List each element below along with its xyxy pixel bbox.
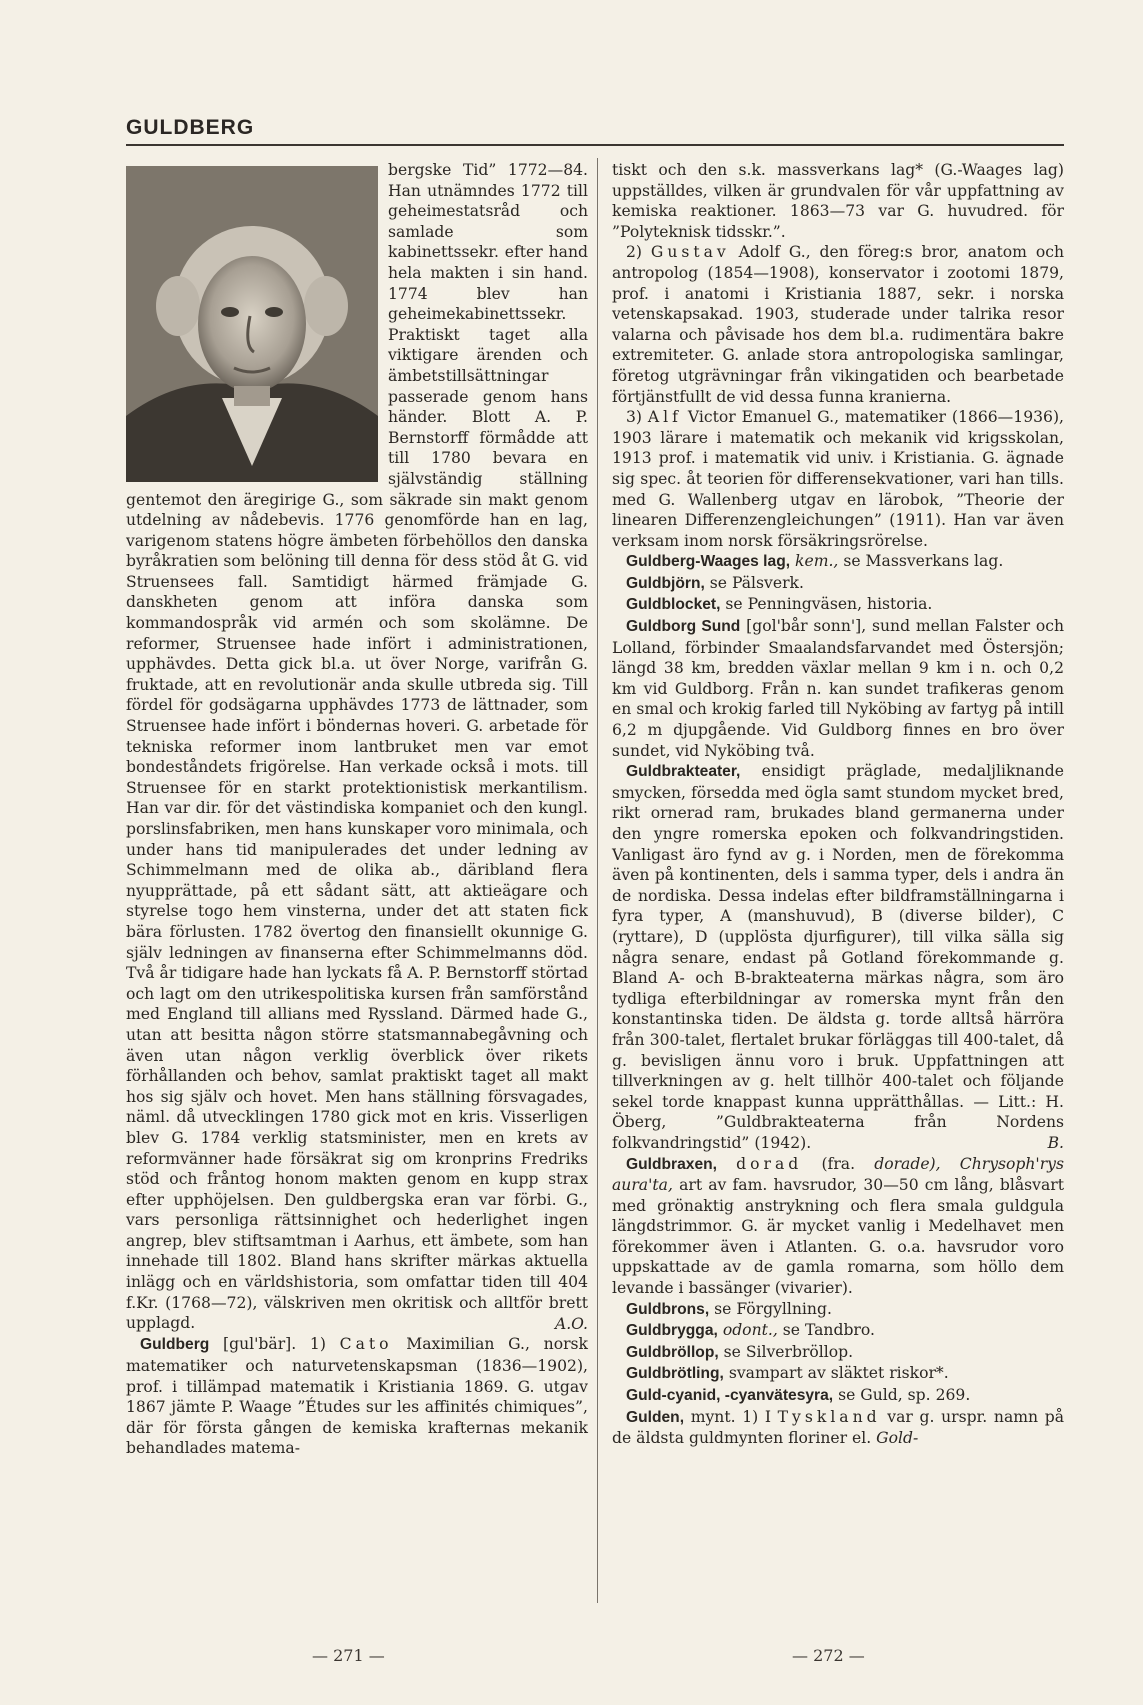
headword: Guldbrons,	[626, 1300, 710, 1318]
entry-text: se Tandbro.	[777, 1321, 875, 1340]
entry-text: [gul'bär]. 1)	[209, 1335, 340, 1354]
page-number-right: — 272 —	[792, 1646, 865, 1665]
entry-text: [gol'bår sonn'], sund mellan Falster och Lolland, förbinder Smaalandsfarvandet med Östersjön; längd 38 km, bredden växlar mellan 9 km i n. och 0,2 km vid Guldborg. Från n. kan sundet trafikeras genom en smal och krokig farled till Nyköbing av fartyg på intill 6,2 m djupgående. Vid Guldborg finnes en bro över sundet, vid Nyköbing två.	[612, 617, 1064, 760]
abbrev: odont.,	[722, 1321, 778, 1340]
spaced-name: Tyskland	[777, 1407, 881, 1426]
headword: Guldberg	[140, 1336, 210, 1354]
signature	[126, 1314, 588, 1335]
spaced-name: Alf	[647, 408, 682, 427]
entry-text: (fra.	[802, 1154, 875, 1173]
headword: Guldblocket,	[626, 596, 721, 614]
entry-text: se Förgyllning.	[709, 1299, 832, 1318]
headword: Guldbrygga,	[626, 1322, 718, 1340]
author-initials: B.	[1047, 1133, 1064, 1152]
entry-guldbjorn	[612, 573, 1064, 595]
entry-guldbrygga	[612, 1320, 1064, 1342]
entry-text: ensidigt präglade, medaljliknande smycken, försedda med ögla samt stundom mycket bred, rikt ornerad ram, brukades bland germanerna under den yngre romerska epoken och folkvandringstiden. Vanligast äro fynd av g. i Norden, men de förekomma även på kontinenten, dels i samma typer, dels i andra än de nordiska. Dessa indelas efter bildframställningarna i fyra typer, A (manshuvud), B (diverse bilder), C (ryttare), D (upplösta djurfigurer), till vilka sälla sig några senare, endast på Gotland förekommande g. Bland A- och B-brakteaterna märkas några, som äro tydliga efterbildningar av romerska mynt från den konstantinska tiden. De äldsta g. torde alltså härröra från 300-talet, flertalet brukar förläggas till 400-talet, då g. bevisligen ännu voro i bruk. Uppfattningen att tillverkningen av g. helt tillhör 400-talet och följande sekel torde knappast kunna upprätthållas. — Litt.: H. Öberg, ”Guldbrakteaterna från Nordens folkvandringstid” (1942).	[612, 762, 1064, 1152]
subentry-2	[612, 242, 1064, 407]
entry-gulden	[612, 1407, 1064, 1449]
entry-text: se Penningväsen, historia.	[720, 595, 933, 614]
spaced-name: Cato	[339, 1335, 393, 1354]
entry-text: var g. urspr. namn på de äldsta guldmynten floriner el.	[612, 1407, 1064, 1448]
latin-name: dorade), Chrysoph'rys aura'ta,	[612, 1154, 1064, 1195]
entry-text: mynt. 1) I	[684, 1407, 778, 1426]
entry-text-italic: Gold-	[876, 1429, 919, 1448]
portrait-figure	[126, 166, 378, 482]
left-column	[126, 160, 588, 1459]
entry-text: 2)	[626, 243, 651, 262]
headword: Guldbröllop,	[626, 1343, 719, 1361]
headword: Gulden,	[626, 1408, 685, 1426]
entry-guldberg-waages-lag	[612, 551, 1064, 573]
headword: Guldbrakteater,	[626, 763, 741, 781]
subentry-3	[612, 407, 1064, 551]
headword: Guldbrötling,	[626, 1365, 724, 1383]
page-number-left: — 271 —	[312, 1646, 385, 1665]
entry-text: se Pälsverk.	[704, 573, 804, 592]
portrait-engraving	[126, 166, 378, 482]
entry-text: Adolf G., den föreg:s bror, anatom och antropolog (1854—1908), konservator i zootomi 1879, prof. i anatomi i Kristiania 1887, sekr. i norska vetenskapsakad. 1903, studerade under talrika resor valarna och påvisade hos dem bl.a. rudimentära bakre extremiteter. G. anlade stora antropologiska samlingar, företog utgrävningar från vikingatiden och bearbetade förtjänstfullt de vid dessa funna kranierna.	[612, 243, 1064, 406]
spaced-name: Gustav	[650, 243, 730, 262]
entry-guldbrakteater	[612, 761, 1064, 1153]
entry-guldberg	[126, 1334, 588, 1459]
entry-text: Maximilian G., norsk matematiker och naturvetenskapsman (1836—1902), prof. i tillämpad matematik i Kristiania 1869. G. utgav 1867 jämte P. Waage ”Études sur les affinités chimiques”, där för första gången de kemiska krafternas mekanik behandlades matema-	[126, 1335, 588, 1458]
entry-text: 3)	[626, 408, 648, 427]
headword: Guldbraxen,	[626, 1155, 717, 1173]
entry-guldbrollop	[612, 1342, 1064, 1364]
entry-text: se Silverbröllop.	[718, 1342, 854, 1361]
column-divider	[597, 158, 598, 1603]
abbrev: kem.,	[795, 552, 839, 571]
entry-guldbraxen	[612, 1154, 1064, 1299]
entry-guldborg-sund	[612, 616, 1064, 761]
headword: Guldborg Sund	[626, 618, 741, 636]
entry-text: se Guld, sp. 269.	[833, 1386, 971, 1405]
headword: Guldbjörn,	[626, 574, 705, 592]
running-header	[126, 116, 1064, 146]
entry-text: Victor Emanuel G., matematiker (1866—1936), 1903 lärare i matematik och mekanik vid krigsskolan, 1913 prof. i matematik vid univ. i Kristiania. G. ägnade sig spec. åt teorien för differensekvationer, vari han tills. med G. Wallenberg utgav en lärobok, ”Theorie der linearen Differenzengleichungen” (1911). Han var även verksam inom norsk försäkringsrörelse.	[612, 408, 1064, 550]
entry-guldbrotling	[612, 1363, 1064, 1385]
article-text: bergske Tid” 1772—84. Han utnämndes 1772 till geheimestatsråd och samlade som kabinettssekr. efter hand hela makten i sin hand. 1774 blev han geheimekabinettssekr. Praktiskt taget alla viktigare ärenden och ämbetstillsättningar passerade genom hans händer. Blott A. P. Bernstorff förmådde att till 1780 bevara en självständig ställning gentemot den äregirige G., som säkrade sin makt genom utdelning av nådebevis. 1776 genomförde han en lag, varigenom statens högre ämbeten förbehöllos den danska byråkratien som belöning till denna för dess stöd åt G. vid Struensees fall. Samtidigt härmed främjade G. danskheten genom att införa danska som kommandospråk vid armén och som skolämne. De reformer, Struensee hade infört i administrationen, upphävdes. Detta gick bl.a. ut över Norge, varifrån G. fruktade, att en revolutionär anda skulle utbreda sig. Till fördel för godsägarna upphävdes 1773 de lättnader, som Struensee hade infört i böndernas hoveri. G. arbetade för tekniska reformer inom lantbruket men var emot bondeståndets frigörelse. Han verkade också i mots. till Struensee för en starkt protektionistisk merkantilism. Han var dir. för det västindiska kompaniet och den kungl. porslinsfabriken, men hans kunskaper voro minimala, och under hans tid manipulerades det under ledning av Schimmelmann med de olika ab., däribland flera nyupprättade, på ett sådant sätt, att aktieägare och styrelse togo hem vinsterna, under det att staten fick bära förlusten. 1782 övertog den finansiellt okunnige G. själv ledningen av finanserna efter Schimmelmanns död. Två år tidigare hade han lyckats få A. P. Bernstorff störtad och lagt om den utrikespolitiska kursen från samförstånd med England till allians med Ryssland. Därmed hade G., utan att besitta någon större statsmannabegåvning och även utan någon verklig överblick över rikets förhållanden och behov, samlat praktiskt taget all makt hos sig själv och hovet. Men hans ställning försvagades, näml. då utvecklingen 1780 gick mot en kris. Visserligen blev G. 1784 verklig statsminister, men en krets av reformvänner hade försäkrat sig om kronprins Fredriks stöd och fråntog honom makten genom en kupp strax efter upphöjelsen. Den guldbergska eran var förbi. G., vars personliga rättsinnighet och hederlighet ingen angrep, blev stiftsamtman i Aarhus, ett ämbete, som han innehade till 1802. Bland hans skrifter märkas aktuella inlägg och en världshistoria, som omfattar tiden till 404 f.Kr. (1768—72), välskriven men okritisk och alltför brett upplagd.	[126, 161, 588, 1333]
headword: Guld-cyanid, -cyanvätesyra,	[626, 1387, 834, 1405]
headword: Guldberg-Waages lag,	[626, 553, 791, 571]
spaced-name: dorad	[736, 1154, 803, 1173]
entry-guld-cyanid	[612, 1385, 1064, 1407]
article-text: tiskt och den s.k. massverkans lag* (G.-Waages lag) uppställdes, vilken är grundvalen för vår uppfattning av kemiska reaktioner. 1863—73 var G. huvudred. för ”Polyteknisk tidsskr.”.	[612, 161, 1064, 241]
entry-text: svampart av släktet riskor*.	[723, 1364, 949, 1383]
author-initials: A.O.	[554, 1314, 588, 1333]
right-column	[612, 160, 1064, 1449]
entry-guldblocket	[612, 594, 1064, 616]
header-title: GULDBERG	[126, 116, 255, 139]
entry-guldbrons	[612, 1299, 1064, 1321]
entry-text: art av fam. havsrudor, 30—50 cm lång, blåsvart med grönaktig anstrykning och flera smala guldgula längdstrimmor. G. är mycket vanlig i Medelhavet men förekommer även i Atlanten. G. o.a. havsrudor voro uppskattade av de gamla romarna, som höllo dem levande i bassänger (vivarier).	[612, 1176, 1064, 1298]
entry-text: se Massverkans lag.	[838, 552, 1004, 571]
